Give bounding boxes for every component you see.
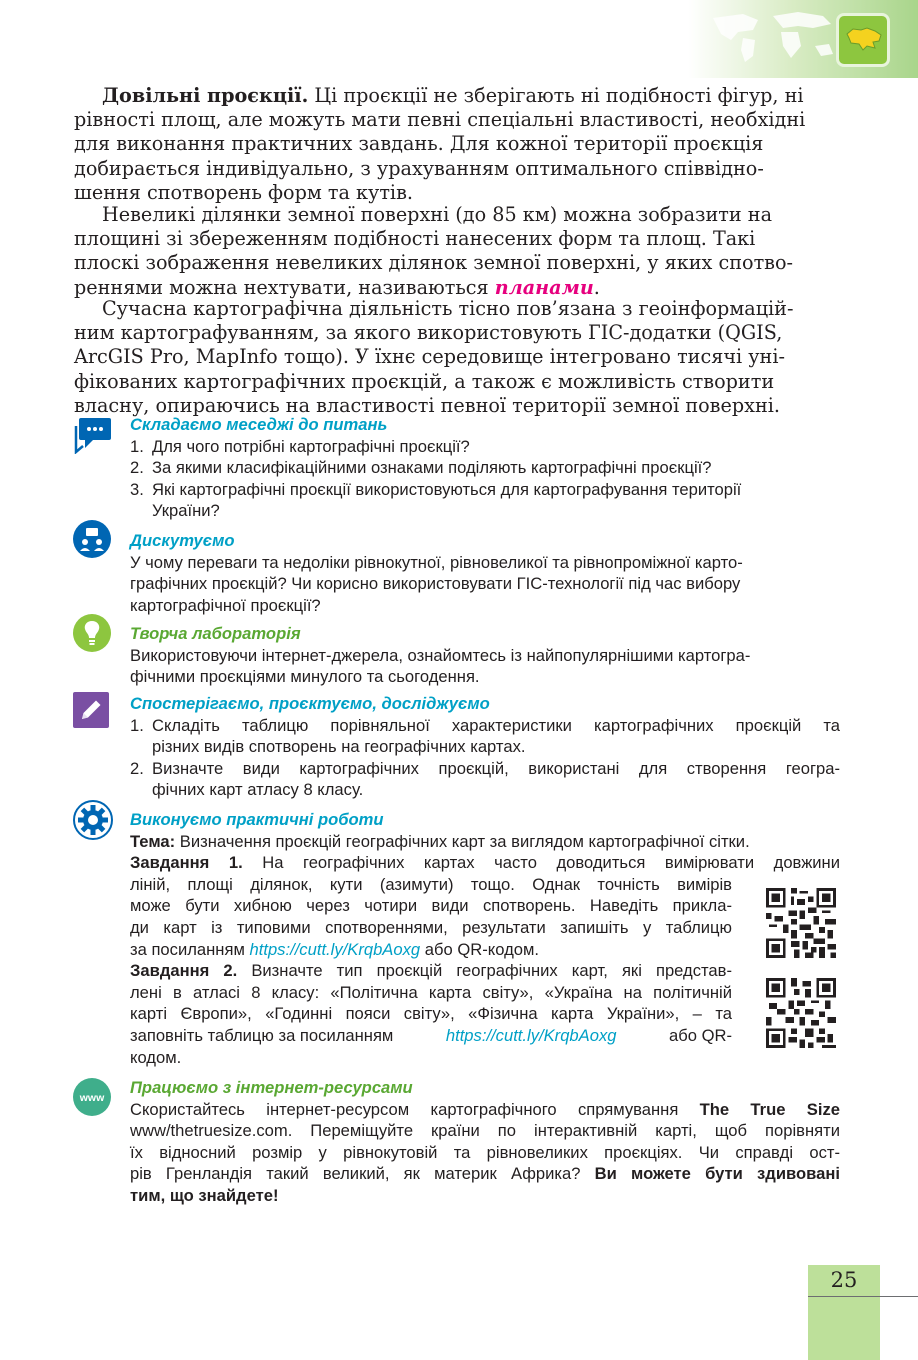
paragraph-plans: Невеликі ділянки земної поверхні (до 85 км) можна зобразити на площині зі збереженням подібності нанесених форм та площ. Такі плоскі зображення невеликих ділянок земної поверхні, у яких спотво- реннями можна нехтувати, називаються планами. [74, 203, 840, 300]
text-line: картографічної проєкції? [130, 595, 321, 615]
lab-section [130, 623, 840, 688]
observe-section [130, 693, 840, 801]
task1-text: ліній, площі ділянок, кути (азимути) тощо. Однак точність вимірів [130, 874, 732, 894]
gear-icon [73, 800, 113, 840]
text-line: Сучасна картографічна діяльність тісно пов’язана з геоінформацій- [102, 297, 794, 320]
task1-text: На географічних картах часто доводиться вимірювати довжини [262, 853, 840, 873]
text-line: ArcGIS Pro, MapInfo тощо). У їхнє середовище інтегровано тисячі уні- [74, 345, 785, 369]
text-line: ним картографуванням, за якого використовують ГІС-додатки (QGIS, [74, 321, 783, 345]
item-text: України? [152, 501, 220, 521]
item-text: Для чого потрібні картографічні проєкції? [152, 436, 470, 456]
qr-code-icon[interactable] [766, 978, 836, 1048]
item-text: Які картографічні проєкції використовуються для картографування території [152, 479, 742, 499]
www-icon [73, 1078, 111, 1116]
term-plans: планами [494, 275, 594, 299]
task2-text: кодом. [130, 1047, 182, 1067]
task1-text: за посиланням [130, 939, 245, 959]
text-line: фікованих картографічних проєкцій, а також є можливість створити [74, 369, 775, 393]
lightbulb-icon [73, 614, 111, 652]
item-text: Визначте види картографічних проєкцій, використані для створення геогра- [152, 758, 840, 778]
item-number: 1. [130, 715, 144, 735]
text-line: рівності площ, але можуть мати певні спеціальні властивості, необхідні [74, 108, 806, 132]
item-text: фічних карт атласу 8 класу. [152, 780, 364, 800]
paragraph-gis [74, 297, 840, 418]
task2-text: або QR- [669, 1025, 732, 1045]
pencil-icon [73, 692, 109, 728]
item-text: За якими класифікаційними ознаками поділяють картографічні проєкції? [152, 458, 712, 478]
chat-icon [73, 418, 113, 454]
discussion-icon [73, 520, 111, 558]
task2-text: заповніть таблицю за посиланням [130, 1025, 394, 1045]
theme-label: Тема: [130, 831, 176, 851]
task2-text: карті Європи», «Годинні пояси світу», «Фізична карта України», – та [130, 1004, 732, 1024]
questions-section [130, 414, 840, 522]
text-line: Скористайтесь інтернет-ресурсом картографічного спрямування [130, 1099, 679, 1119]
task2-label: Завдання 2. [130, 961, 238, 981]
text-line: фічними проєкціями минулого та сьогодення. [130, 667, 480, 687]
task1-text: або QR-кодом. [424, 939, 539, 959]
discuss-section [130, 530, 840, 616]
text-line: плоскі зображення невеликих ділянок земної поверхні, у яких спотво- [74, 251, 794, 275]
task2-text: лені в атласі 8 класу: «Політична карта світу», «Україна на політичній [130, 982, 732, 1002]
text-line: площині зі збереженням подібності нанесених форм та площ. Такі [74, 227, 756, 251]
internet-section [130, 1077, 840, 1207]
text-line: для виконання практичних завдань. Для кожної території проєкція [74, 132, 764, 156]
item-number: 1. [130, 436, 144, 456]
text-line: Використовуючи інтернет-джерела, ознайомтесь із найпопулярнішими картогра- [130, 645, 751, 665]
text-line: графічних проєкцій? Чи корисно використовувати ГІС-технології під час вибору [130, 574, 741, 594]
text-line: реннями можна нехтувати, називаються [74, 275, 489, 299]
practical-section [130, 809, 840, 1068]
task1-text: ди карт із типовими спотвореннями, результати запишіть у таблицю [130, 917, 732, 937]
text-line: добирається індивідуально, з урахуванням оптимального співвідно- [74, 156, 764, 180]
text-line: власну, опираючись на властивості певної території земної поверхні. [74, 393, 780, 417]
ukraine-map-icon [836, 13, 890, 67]
item-number: 3. [130, 479, 144, 499]
text-line: Ці проєкції не зберігають ні подібності фігур, ні [314, 84, 804, 107]
list-item [130, 436, 840, 458]
list-item [130, 715, 840, 758]
emphasis-text: Ви можете бути здивовані [594, 1164, 840, 1184]
task1-text: може бути хибною через чотири види спотворень. Наведіть прикла- [130, 896, 732, 916]
term-arbitrary-projections: Довільні проєкції. [102, 84, 309, 107]
text-line: У чому переваги та недоліки рівнокутної, рівновеликої та рівнопроміжної карто- [130, 552, 743, 572]
list-item [130, 457, 840, 479]
section-title: Дискутуємо [130, 531, 235, 550]
task1-label: Завдання 1. [130, 853, 243, 873]
cutt-ly-link[interactable]: https://cutt.ly/KrqbAoxg [445, 1025, 617, 1045]
list-item [130, 479, 840, 522]
paragraph-arbitrary-projections [74, 84, 840, 205]
text-line: їх відносний розмір у рівнокутовій та рівновеликих проєкціях. Чи справді ост- [130, 1142, 840, 1162]
list-item [130, 758, 840, 801]
section-title: Спостерігаємо, проєктуємо, досліджуємо [130, 694, 490, 713]
divider [808, 1296, 918, 1297]
item-text: Складіть таблицю порівняльної характеристики картографічних проєкцій та [152, 715, 840, 735]
resource-name: The True Size [699, 1099, 840, 1119]
page-number: 25 [830, 1268, 858, 1292]
text-line: Невеликі ділянки земної поверхні (до 85 км) можна зобразити на [102, 203, 773, 226]
cutt-ly-link[interactable]: https://cutt.ly/KrqbAoxg [249, 939, 421, 959]
qr-code-icon[interactable] [766, 888, 836, 958]
text-line: www/thetruesize.com. Переміщуйте країни по інтерактивній карті, щоб порівняти [130, 1121, 840, 1141]
item-number: 2. [130, 758, 144, 778]
section-title: Складаємо меседжі до питань [130, 415, 388, 434]
item-number: 2. [130, 458, 144, 478]
text-line: шення спотворень форм та кутів. [74, 180, 413, 204]
text-line: рів Гренландія такий великий, як материк Африка? [130, 1164, 581, 1184]
section-title: Творча лабораторія [130, 624, 301, 643]
svg-text:www: www [79, 1092, 105, 1104]
task2-text: Визначте тип проєкцій географічних карт, які представ- [251, 961, 733, 981]
emphasis-text: тим, що знайдете! [130, 1185, 279, 1205]
item-text: різних видів спотворень на географічних картах. [152, 737, 526, 757]
section-title: Виконуємо практичні роботи [130, 810, 384, 829]
section-title: Працюємо з інтернет-ресурсами [130, 1078, 413, 1097]
theme-text: Визначення проєкцій географічних карт за виглядом картографічної сітки. [179, 831, 750, 851]
